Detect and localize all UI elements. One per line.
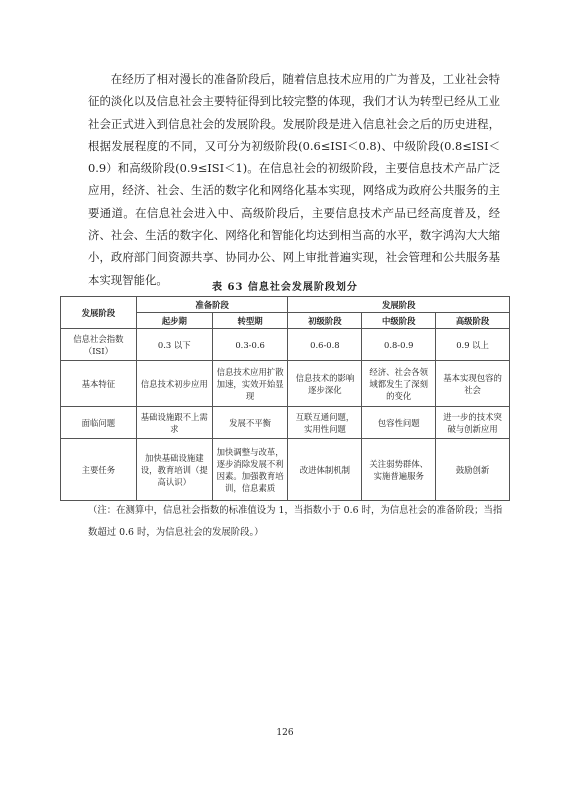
sub-header: 起步期 [136, 313, 212, 329]
table-row [61, 361, 510, 407]
sub-header: 中级阶段 [362, 313, 436, 329]
table-cell: 互联互通问题，实用性问题 [288, 407, 362, 439]
table-cell: 0.6-0.8 [288, 329, 362, 361]
table-cell: 0.3-0.6 [212, 329, 288, 361]
table-cell: 关注弱势群体、实施普遍服务 [362, 439, 436, 501]
row-label: 信息社会指数（ISI） [61, 329, 137, 361]
group-header-develop: 发展阶段 [288, 297, 510, 313]
table-cell: 发展不平衡 [212, 407, 288, 439]
table-note: （注：在测算中，信息社会指数的标准值设为 1，当指数小于 0.6 时，为信息社会的准备阶段；当指数超过 0.6 时，为信息社会的发展阶段。） [88, 505, 503, 538]
table-cell: 0.8-0.9 [362, 329, 436, 361]
table-cell: 进一步的技术突破与创新应用 [436, 407, 510, 439]
row-label: 面临问题 [61, 407, 137, 439]
row-label: 主要任务 [61, 439, 137, 501]
table-cell: 包容性问题 [362, 407, 436, 439]
table-header-row [61, 297, 510, 313]
table-cell: 信息技术应用扩散加速，实效开始显现 [212, 361, 288, 407]
sub-header: 初级阶段 [288, 313, 362, 329]
table-cell: 信息技术初步应用 [136, 361, 212, 407]
table-cell: 基本实现包容的社会 [436, 361, 510, 407]
table-cell: 鼓励创新 [436, 439, 510, 501]
sub-header: 转型期 [212, 313, 288, 329]
table-cell: 改进体制机制 [288, 439, 362, 501]
table-cell: 基础设施跟不上需求 [136, 407, 212, 439]
table-cell: 加快基础设施建设，教育培训（提高认识） [136, 439, 212, 501]
table-cell: 经济、社会各领域都发生了深刻的变化 [362, 361, 436, 407]
table-row [61, 329, 510, 361]
row-label: 基本特征 [61, 361, 137, 407]
sub-header: 高级阶段 [436, 313, 510, 329]
stage-table [60, 296, 510, 501]
group-header-prepare: 准备阶段 [136, 297, 288, 313]
table-cell: 信息技术的影响逐步深化 [288, 361, 362, 407]
corner-header: 发展阶段 [61, 297, 137, 329]
table-cell: 加快调整与改革，逐步消除发展不利因素。加强教育培训，信息素质 [212, 439, 288, 501]
table-cell: 0.9 以上 [436, 329, 510, 361]
table-row [61, 407, 510, 439]
table-cell: 0.3 以下 [136, 329, 212, 361]
page-number: 126 [276, 728, 294, 738]
table-caption: 表 63 信息社会发展阶段划分 [212, 282, 358, 293]
table-row [61, 439, 510, 501]
body-paragraph: 在经历了相对漫长的准备阶段后，随着信息技术应用的广为普及，工业社会特征的淡化以及信息社会主要特征得到比较完整的体现，我们才认为转型已经从工业社会正式进入到信息社会的发展阶段。发展阶段是进入信息社会之后的历史进程，根据发展程度的不同，又可分为初级阶段(0.6≤ISI＜0.8)、中级阶段(0.8≤ISI＜0.9）和高级阶段(0.9≤ISI＜1)。在信息社会的初级阶段，主要信息技术产品广泛应用，经济、社会、生活的数字化和网络化基本实现，网络成为政府公共服务的主要通道。在信息社会进入中、高级阶段后，主要信息技术产品已经高度普及，经济、社会、生活的数字化、网络化和智能化均达到相当高的水平，数字鸿沟大大缩小，政府部门间资源共享、协同办公、网上审批普遍实现，社会管理和公共服务基本实现智能化。 [88, 72, 500, 287]
